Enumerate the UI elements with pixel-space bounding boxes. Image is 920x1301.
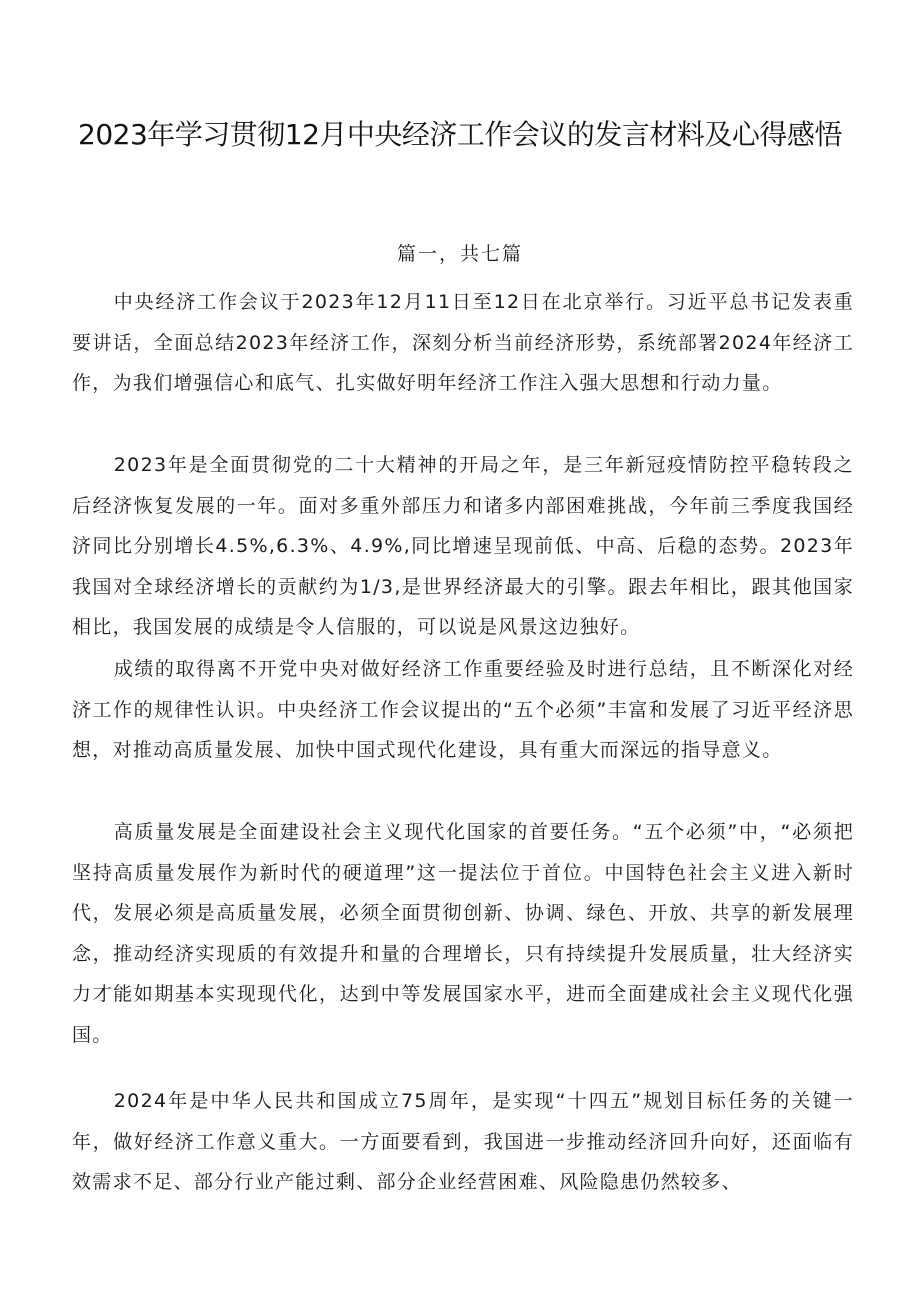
document-title: 2023年学习贯彻12月中央经济工作会议的发言材料及心得感悟 bbox=[78, 118, 842, 151]
paragraph: 成绩的取得离不开党中央对做好经济工作重要经验及时进行总结，且不断深化对经济工作的规律性认识。中央经济工作会议提出的“五个必须”丰富和发展了习近平经济思想，对推动高质量发展、加快中国式现代化建设，具有重大而深远的指导意义。 bbox=[72, 658, 854, 762]
paragraph: 中央经济工作会议于2023年12月11日至12日在北京举行。习近平总书记发表重要讲话，全面总结2023年经济工作，深刻分析当前经济形势，系统部署2024年经济工作，为我们增强信心和底气、扎实做好明年经济工作注入强大思想和行动力量。 bbox=[72, 291, 854, 395]
paragraph: 高质量发展是全面建设社会主义现代化国家的首要任务。“五个必须”中，“必须把坚持高质量发展作为新时代的硬道理”这一提法位于首位。中国特色社会主义进入新时代，发展必须是高质量发展，必须全面贯彻创新、协调、绿色、开放、共享的新发展理念，推动经济实现质的有效提升和量的合理增长，只有持续提升发展质量，壮大经济实力才能如期基本实现现代化，达到中等发展国家水平，进而全面建成社会主义现代化强国。 bbox=[72, 821, 854, 1046]
paragraph: 2023年是全面贯彻党的二十大精神的开局之年，是三年新冠疫情防控平稳转段之后经济恢复发展的一年。面对多重外部压力和诸多内部困难挑战，今年前三季度我国经济同比分别增长4.5%,6.3%、4.9%,同比增速呈现前低、中高、后稳的态势。2023年我国对全球经济增长的贡献约为1/3,是世界经济最大的引擎。跟去年相比，跟其他国家相比，我国发展的成绩是令人信服的，可以说是风景这边独好。 bbox=[72, 454, 854, 639]
paragraph: 2024年是中华人民共和国成立75周年，是实现“十四五”规划目标任务的关键一年，做好经济工作意义重大。一方面要看到，我国进一步推动经济回升向好，还面临有效需求不足、部分行业产能过剩、部分企业经营困难、风险隐患仍然较多、 bbox=[72, 1090, 854, 1194]
document-subtitle: 篇一，共七篇 bbox=[396, 243, 523, 265]
